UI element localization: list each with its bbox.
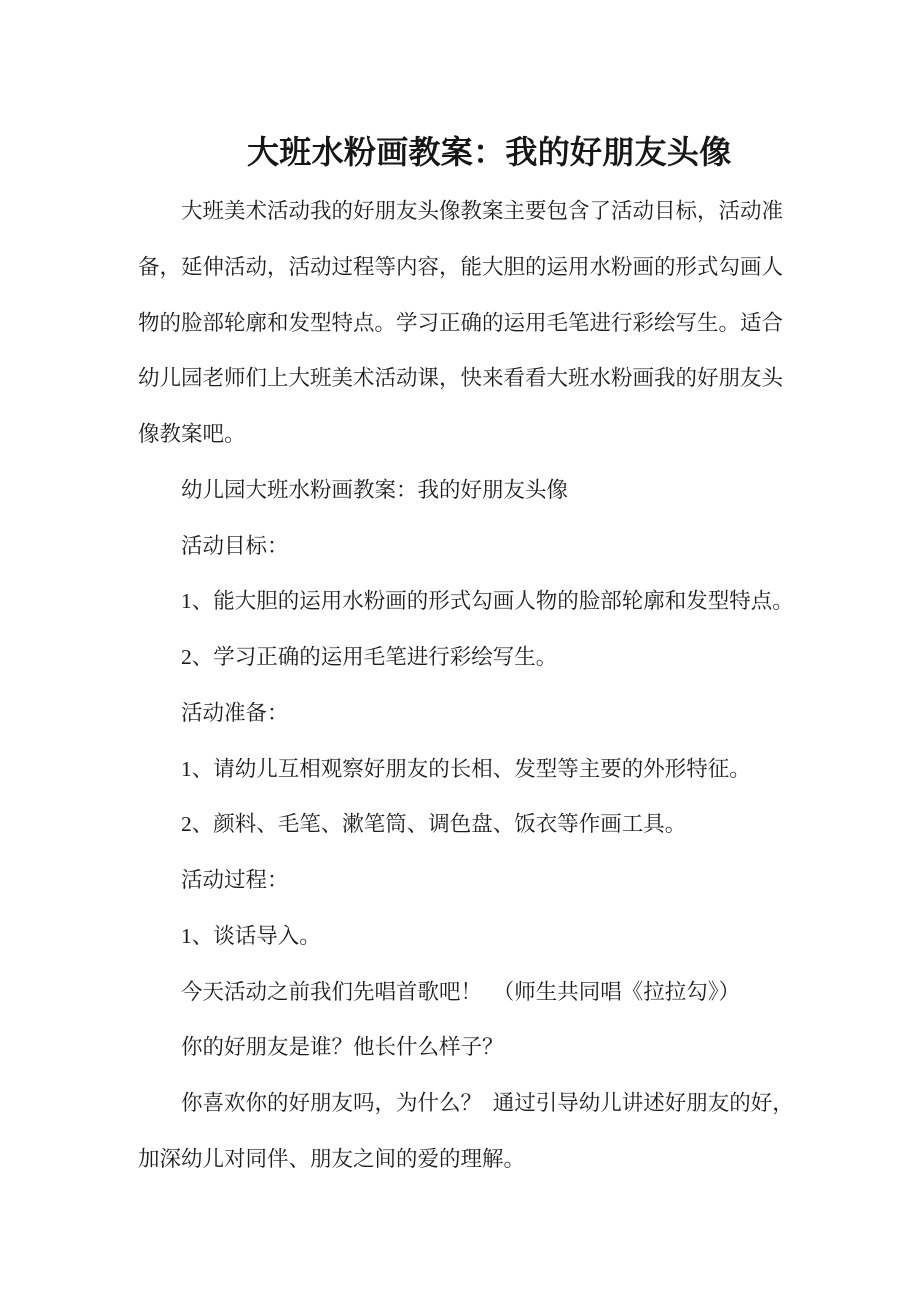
text-line: 大班美术活动我的好朋友头像教案主要包含了活动目标，活动准 [181, 199, 784, 223]
document-title: 大班水粉画教案：我的好朋友头像 [247, 134, 732, 171]
text-line: 1、谈话导入。 [181, 923, 321, 948]
text-line: 幼儿园大班水粉画教案：我的好朋友头像 [181, 477, 569, 502]
text-line: 幼儿园老师们上大班美术活动课，快来看看大班水粉画我的好朋友头 [138, 366, 784, 391]
text-line: 今天活动之前我们先唱首歌吧！ （师生共同唱《拉拉勾》） [181, 979, 741, 1004]
text-line: 加深幼儿对同伴、朋友之间的爱的理解。 [138, 1146, 526, 1171]
text-line: 物的脸部轮廓和发型特点。学习正确的运用毛笔进行彩绘写生。适合 [138, 310, 784, 335]
text-line: 像教案吧。 [138, 422, 246, 446]
text-line: 活动准备： [181, 700, 289, 725]
text-line: 备，延伸活动，活动过程等内容，能大胆的运用水粉画的形式勾画人 [138, 254, 784, 279]
text-line: 你喜欢你的好朋友吗，为什么？ 通过引导幼儿讲述好朋友的好， [181, 1091, 794, 1115]
text-line: 活动目标： [181, 533, 289, 558]
document-body [138, 184, 838, 1188]
text-line: 2、颜料、毛笔、漱笔筒、调色盘、饭衣等作画工具。 [181, 812, 687, 837]
text-line: 你的好朋友是谁？他长什么样子？ [181, 1035, 504, 1060]
text-line: 1、请幼儿互相观察好朋友的长相、发型等主要的外形特征。 [181, 756, 751, 781]
text-line: 1、能大胆的运用水粉画的形式勾画人物的脸部轮廓和发型特点。 [181, 589, 794, 614]
text-line: 活动过程： [181, 868, 289, 892]
text-line: 2、学习正确的运用毛笔进行彩绘写生。 [181, 645, 558, 669]
